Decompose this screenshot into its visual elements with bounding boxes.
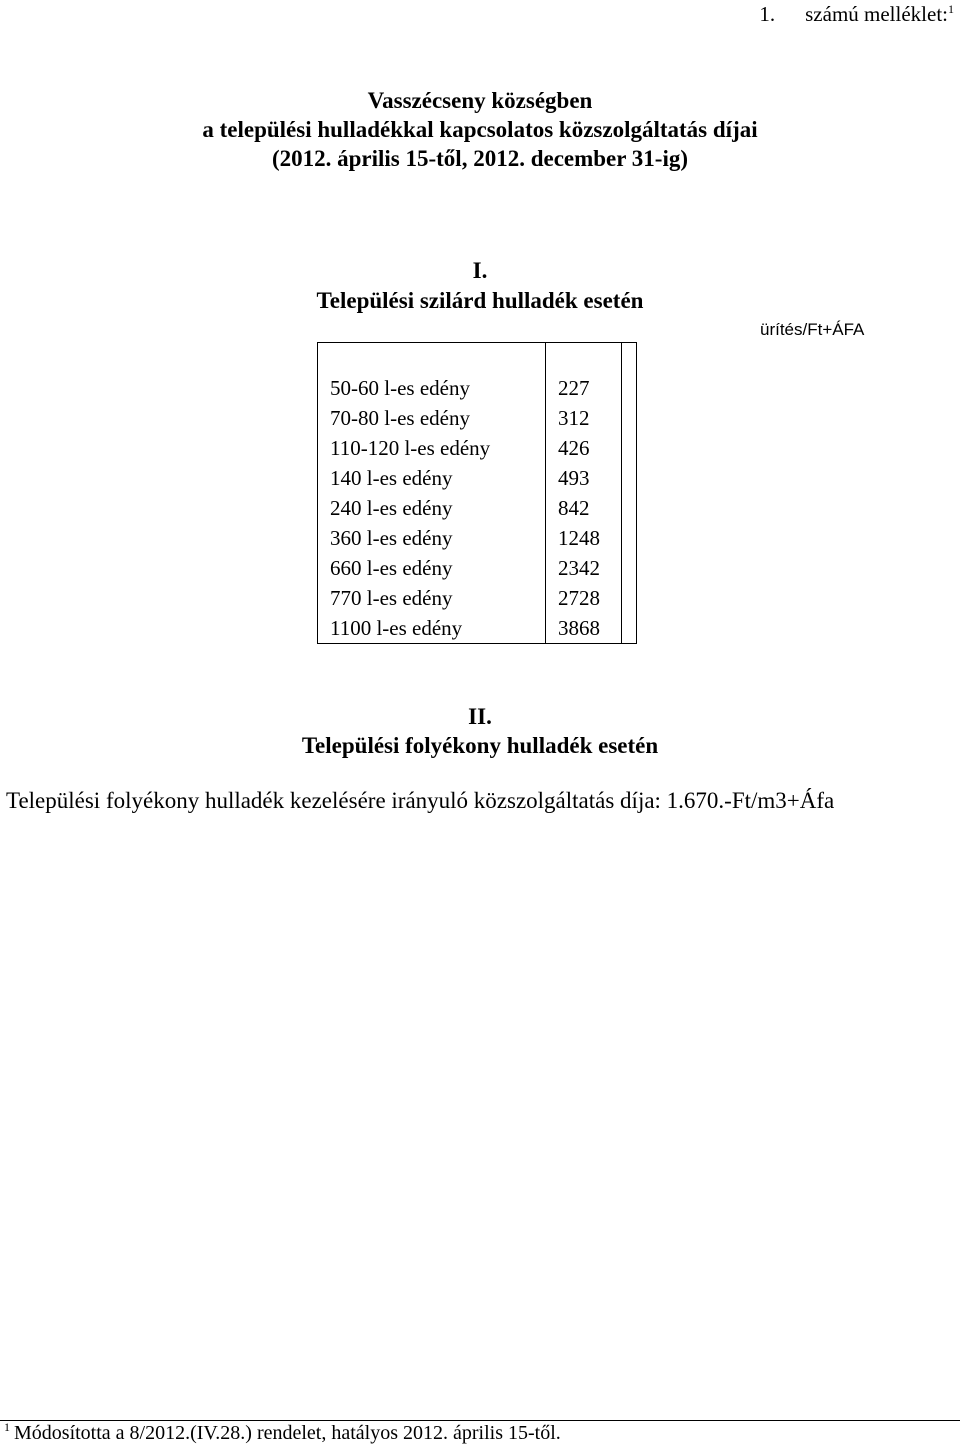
fee-value: 312 (546, 403, 622, 433)
fee-value: 426 (546, 433, 622, 463)
unit-label: ürítés/Ft+ÁFA (760, 320, 865, 339)
table-row (318, 553, 637, 583)
section-2-numeral: II. (468, 704, 492, 729)
footnote-text: Módosította a 8/2012.(IV.28.) rendelet, hatályos 2012. április 15-től. (14, 1422, 561, 1444)
footnote (4, 1422, 561, 1445)
table-row (318, 463, 637, 493)
appendix-text: számú melléklet: (805, 2, 948, 26)
liquid-waste-fee-text: Települési folyékony hulladék kezelésére irányuló közszolgáltatás díja: 1.670.-Ft/m3+Áfa (6, 788, 835, 813)
fee-value: 2728 (546, 583, 622, 613)
footnote-marker: 1 (4, 1420, 10, 1435)
appendix-number: 1. (759, 2, 776, 26)
container-size: 240 l-es edény (318, 493, 546, 523)
fee-value: 842 (546, 493, 622, 523)
container-size: 660 l-es edény (318, 553, 546, 583)
table-row (318, 403, 637, 433)
document-title-line-2: a települési hulladékkal kapcsolatos közszolgáltatás díjai (202, 117, 758, 142)
section-1-numeral: I. (472, 258, 488, 283)
document-title-line-1: Vasszécseny községben (367, 88, 593, 113)
container-size: 360 l-es edény (318, 523, 546, 553)
table-row (318, 583, 637, 613)
table-row (318, 433, 637, 463)
fee-value: 227 (546, 373, 622, 403)
container-size: 110-120 l-es edény (318, 433, 546, 463)
table-header-row (318, 343, 637, 374)
container-size: 50-60 l-es edény (318, 373, 546, 403)
table-row (318, 613, 637, 644)
appendix-label (759, 2, 954, 27)
solid-waste-fee-table (317, 342, 637, 644)
fee-value: 2342 (546, 553, 622, 583)
fee-value: 493 (546, 463, 622, 493)
container-size: 70-80 l-es edény (318, 403, 546, 433)
container-size: 1100 l-es edény (318, 613, 546, 644)
fee-value: 3868 (546, 613, 622, 644)
table-row (318, 493, 637, 523)
footnote-divider (0, 1420, 960, 1421)
container-size: 770 l-es edény (318, 583, 546, 613)
section-2-heading: Települési folyékony hulladék esetén (301, 733, 659, 758)
table-row (318, 523, 637, 553)
table-row (318, 373, 637, 403)
container-size: 140 l-es edény (318, 463, 546, 493)
appendix-footnote-ref: 1 (948, 2, 954, 16)
section-1-heading: Települési szilárd hulladék esetén (316, 288, 644, 313)
fee-value: 1248 (546, 523, 622, 553)
document-title-line-3: (2012. április 15-től, 2012. december 31-ig) (271, 146, 689, 171)
